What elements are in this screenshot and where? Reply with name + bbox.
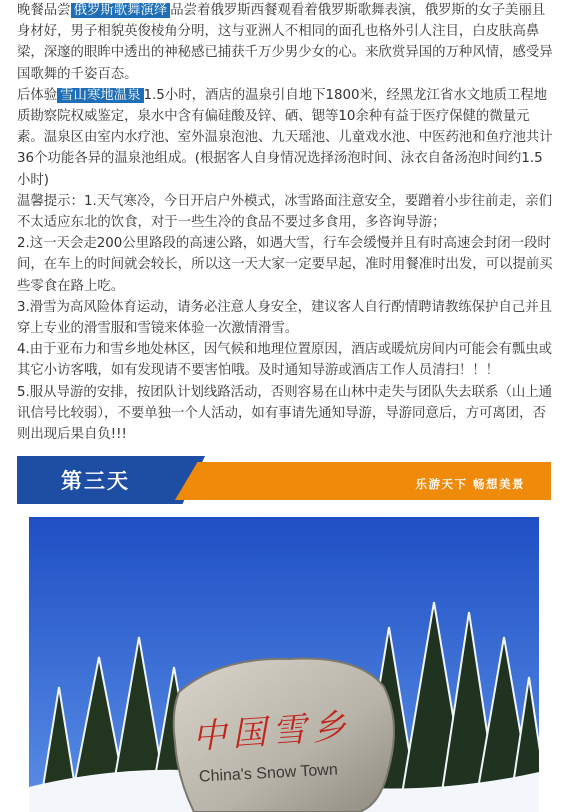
stone-inscription-cn: 中国雪乡 [191,706,354,758]
experience-text: 1.5小时，酒店的温泉引自地下1800米，经黑龙江省水文地质工程地质勘察院权威鉴定，泉水中含有偏硅酸及锌、硒、锶等10余种有益于医疗保健的微量元素。温泉区由室内水疗池、室外温泉泡池、九天瑶池、儿童戏水池、中医药池和鱼疗池共计36个功能各异的温泉池组成。(根据客人自身情况选择汤泡时间、泳衣自备汤泡时间约1.5小时) [17,87,553,188]
dinner-prefix: 晚餐品尝 [17,3,71,18]
stone-inscription-en: China's Snow Town [198,761,339,786]
itinerary-text [17,0,555,445]
tip-3: 3.滑雪为高风险体育运动，请务必注意人身安全，建议客人自行酌情聘请教练保护自己并且穿上专业的滑雪服和雪镜来体验一次激情滑雪。 [17,299,553,337]
dinner-text: 品尝着俄罗斯西餐观看着俄罗斯歌舞表演，俄罗斯的女子美丽且身材好，男子相貌英俊棱角分明，这与亚洲人不相同的面孔也格外引人注目，白皮肤高鼻梁，深邃的眼眸中透出的神秘感已捕获千万少男少女的心。来欣赏异国的万种风情，感受异国歌舞的千姿百态。 [17,3,553,82]
dinner-paragraph [17,0,555,85]
tip-2: 2.这一天会走200公里路段的高速公路，如遇大雪，行车会缓慢并且有时高速会封闭一段时间，在车上的时间就会较长，所以这一天大家一定要早起，准时用餐准时出发，可以提前买些零食在路上吃。 [17,236,553,294]
tip-5: 5.服从导游的安排，按团队计划线路活动，否则容易在山林中走失与团队失去联系（山上通讯信号比较弱），不要单独一个人活动，如有事请先通知导游，导游同意后，方可离团，否则出现后果自负!!! [17,384,553,443]
experience-prefix: 后体验 [17,87,58,103]
day-banner [17,456,551,504]
tip-1: 温馨提示：1.天气寒冷，今日开启户外模式，冰雪路面注意安全，要蹭着小步往前走，亲们不太适应东北的饮食，对于一些生冷的食品不要过多食用，多咨询导游； [17,193,553,231]
tip-4: 4.由于亚布力和雪乡地处林区，因气候和地理位置原因，酒店或暖炕房间内可能会有瓢虫或其它小访客哦，如有发现请不要害怕哦。及时通知导游或酒店工作人员清扫！！！ [17,342,553,379]
experience-highlight: 雪山寒地温泉 [57,88,143,103]
experience-paragraph [17,85,555,191]
day-title: 第三天 [61,469,130,493]
dinner-highlight: 俄罗斯歌舞演绎 [71,3,171,18]
day-slogan: 乐游天下 畅想美景 [415,477,525,491]
